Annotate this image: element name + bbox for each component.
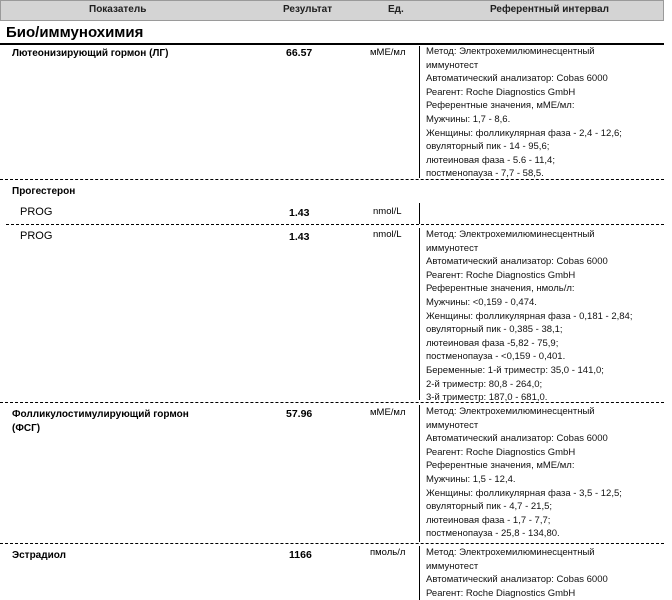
test-unit-prog-2: nmol/L (373, 229, 402, 240)
row-separator (0, 402, 664, 403)
test-name-prog-1: PROG (20, 206, 53, 218)
reference-estradiol (426, 546, 608, 600)
ref-line: иммунотест (426, 59, 479, 71)
section-title: Био/иммунохимия (6, 24, 144, 41)
ref-line: Метод: Электрохемилюминесцентный (426, 406, 595, 417)
reference-fsh (426, 405, 622, 541)
header-reference: Референтный интервал (490, 4, 609, 15)
ref-line: Женщины: фолликулярная фаза - 3,5 - 12,5; (426, 487, 622, 499)
ref-line: Автоматический анализатор: Cobas 6000 (426, 256, 608, 268)
ref-line: Автоматический анализатор: Cobas 6000 (426, 73, 608, 85)
ref-line: Мужчины: <0,159 - 0,474. (426, 296, 537, 308)
ref-line: Мужчины: 1,7 - 8,6. (426, 113, 511, 125)
ref-line: иммунотест (426, 560, 479, 572)
ref-line: Метод: Электрохемилюминесцентный (426, 46, 595, 57)
ref-line: Женщины: фолликулярная фаза - 0,181 - 2,84; (426, 310, 633, 322)
test-result-prog-1: 1.43 (289, 207, 310, 219)
test-name-fsh (12, 408, 189, 436)
ref-line: иммунотест (426, 242, 479, 254)
test-unit-fsh: мМЕ/мл (370, 407, 406, 418)
ref-line: Женщины: фолликулярная фаза - 2,4 - 12,6; (426, 127, 622, 139)
ref-line: постменопауза - <0,159 - 0,401. (426, 351, 566, 363)
ref-line: овуляторный пик - 4,7 - 21,5; (426, 501, 553, 513)
test-name-fsh-line1: Фолликулостимулирующий гормон (12, 409, 189, 420)
ref-line: Реагент: Roche Diagnostics GmbH (426, 587, 576, 599)
ref-divider-lh (419, 46, 420, 178)
header-indicator: Показатель (89, 4, 147, 15)
test-result-lh: 66.57 (286, 47, 313, 59)
ref-line: 3-й триместр: 187,0 - 681,0. (426, 392, 548, 404)
test-name-prog-2: PROG (20, 230, 53, 242)
ref-line: иммунотест (426, 419, 479, 431)
ref-line: Реагент: Roche Diagnostics GmbH (426, 86, 576, 98)
test-result-prog-2: 1.43 (289, 231, 310, 243)
reference-prog (426, 228, 632, 405)
header-unit: Ед. (388, 4, 404, 15)
ref-line: Беременные: 1-й триместр: 35,0 - 141,0; (426, 364, 604, 376)
reference-lh (426, 45, 622, 181)
row-separator (6, 224, 664, 225)
test-unit-estradiol: пмоль/л (370, 547, 406, 558)
ref-line: Метод: Электрохемилюминесцентный (426, 547, 595, 558)
ref-line: лютеиновая фаза - 1,7 - 7,7; (426, 514, 551, 526)
ref-line: 2-й триместр: 80,8 - 264,0; (426, 378, 543, 390)
ref-line: овуляторный пик - 0,385 - 38,1; (426, 324, 563, 336)
row-separator (0, 179, 664, 180)
header-result: Результат (283, 4, 333, 15)
test-name-lh: Лютеонизирующий гормон (ЛГ) (12, 48, 169, 59)
ref-line: постменопауза - 7,7 - 58,5. (426, 168, 544, 180)
ref-divider-estradiol (419, 546, 420, 600)
test-unit-lh: мМЕ/мл (370, 47, 406, 58)
test-result-estradiol: 1166 (289, 549, 312, 561)
row-separator (0, 543, 664, 544)
ref-line: Референтные значения, нмоль/л: (426, 283, 575, 295)
ref-line: Мужчины: 1,5 - 12,4. (426, 473, 516, 485)
ref-line: Реагент: Roche Diagnostics GmbH (426, 269, 576, 281)
ref-line: Автоматический анализатор: Cobas 6000 (426, 433, 608, 445)
test-result-fsh: 57.96 (286, 408, 313, 420)
ref-divider-prog-2 (419, 228, 420, 400)
ref-divider-fsh (419, 405, 420, 542)
ref-line: Референтные значения, мМЕ/мл: (426, 460, 575, 472)
ref-divider-prog-1 (419, 203, 420, 224)
ref-line: Автоматический анализатор: Cobas 6000 (426, 574, 608, 586)
ref-line: Реагент: Roche Diagnostics GmbH (426, 446, 576, 458)
ref-line: Метод: Электрохемилюминесцентный (426, 229, 595, 240)
test-name-fsh-line2: (ФСГ) (12, 423, 41, 434)
ref-line: лютеиновая фаза - 5.6 - 11,4; (426, 154, 555, 166)
ref-line: Референтные значения, мМЕ/мл: (426, 100, 575, 112)
table-header (0, 0, 664, 21)
test-name-progesterone: Прогестерон (12, 186, 76, 197)
ref-line: овуляторный пик - 14 - 95,6; (426, 141, 550, 153)
test-unit-prog-1: nmol/L (373, 206, 402, 217)
ref-line: постменопауза - 25,8 - 134,80. (426, 528, 560, 540)
test-name-estradiol: Эстрадиол (12, 550, 66, 561)
ref-line: лютеиновая фаза -5,82 - 75,9; (426, 337, 559, 349)
